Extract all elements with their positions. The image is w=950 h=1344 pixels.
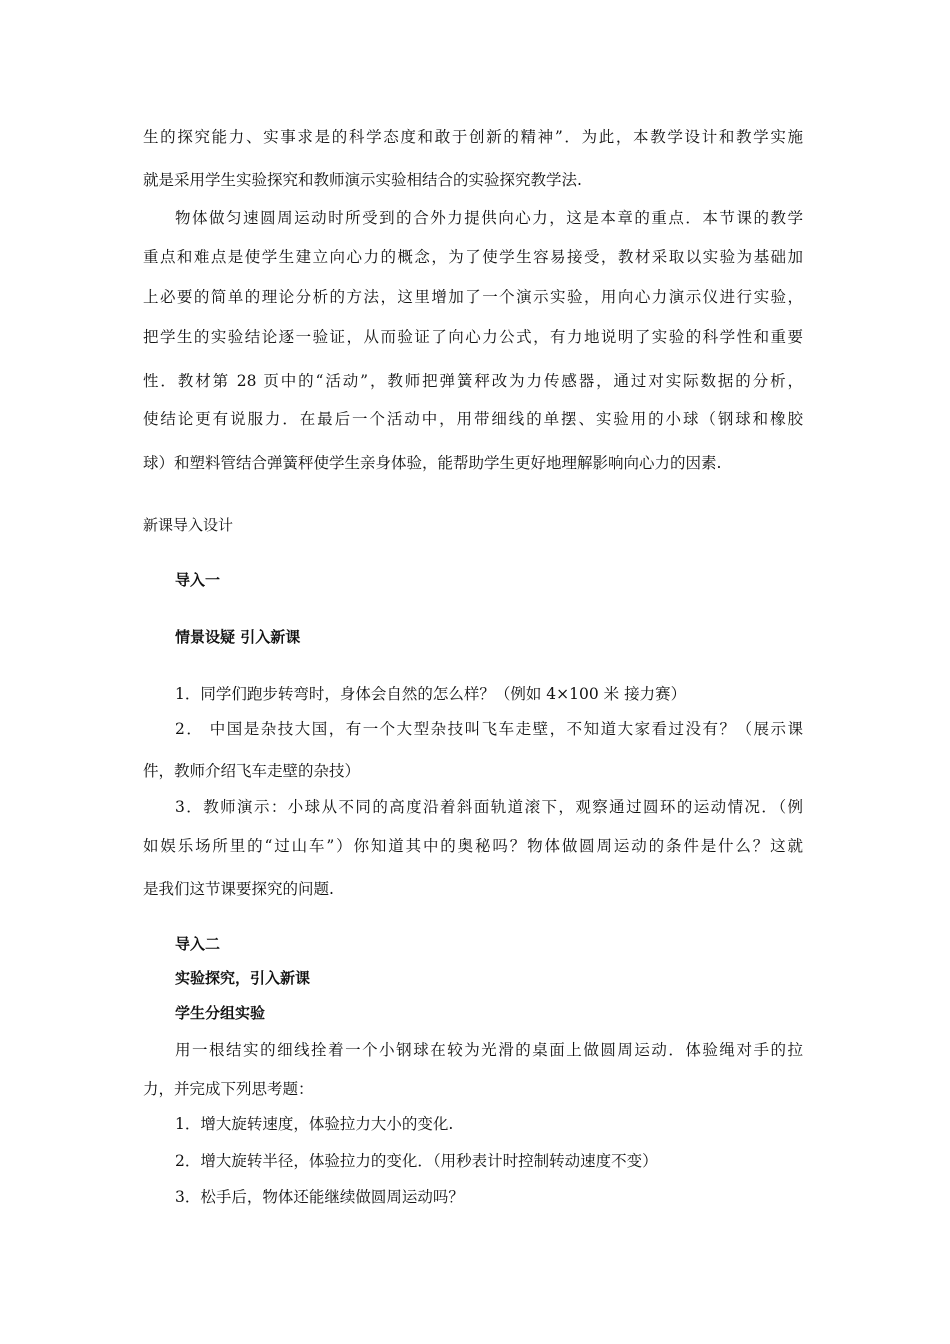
- list-item: 1．同学们跑步转弯时，身体会自然的怎么样？（例如 4×100 米 接力赛）: [175, 685, 687, 703]
- paragraph-line: 使结论更有说服力．在最后一个活动中，用带细线的单摆、实验用的小球（钢球和橡胶: [143, 410, 803, 428]
- paragraph-line: 重点和难点是使学生建立向心力的概念，为了使学生容易接受，教材采取以实验为基础加: [143, 248, 803, 266]
- list-item: 1．增大旋转速度，体验拉力大小的变化.: [175, 1115, 454, 1133]
- list-item: 3．教师演示：小球从不同的高度沿着斜面轨道滚下，观察通过圆环的运动情况．（例: [175, 798, 803, 816]
- list-item-continuation: 如娱乐场所里的“过山车”）你知道其中的奥秘吗？物体做圆周运动的条件是什么？这就: [143, 837, 803, 855]
- group-experiment-title: 学生分组实验: [175, 1004, 266, 1022]
- list-item: 3．松手后，物体还能继续做圆周运动吗？: [175, 1188, 464, 1206]
- paragraph-line: 把学生的实验结论逐一验证，从而验证了向心力公式，有力地说明了实验的科学性和重要: [143, 328, 803, 346]
- list-item: 2．增大旋转半径，体验拉力的变化．（用秒表计时控制转动速度不变）: [175, 1152, 658, 1170]
- paragraph-line: 力，并完成下列思考题：: [143, 1080, 314, 1098]
- section-title: 新课导入设计: [143, 516, 234, 534]
- list-item-continuation: 是我们这节课要探究的问题.: [143, 880, 334, 898]
- intro1-subheading: 情景设疑 引入新课: [175, 628, 301, 646]
- list-item-continuation: 件，教师介绍飞车走壁的杂技）: [143, 762, 361, 780]
- paragraph-line: 生的探究能力、实事求是的科学态度和敢于创新的精神”．为此，本教学设计和教学实施: [143, 128, 803, 146]
- paragraph-line: 就是采用学生实验探究和教师演示实验相结合的实验探究教学法.: [143, 171, 582, 189]
- paragraph-line: 上必要的简单的理论分析的方法，这里增加了一个演示实验，用向心力演示仪进行实验，: [143, 288, 803, 306]
- list-item: 2． 中国是杂技大国，有一个大型杂技叫飞车走壁，不知道大家看过没有？（展示课: [175, 720, 803, 738]
- paragraph-line: 球）和塑料管结合弹簧秤使学生亲身体验，能帮助学生更好地理解影响向心力的因素.: [143, 454, 722, 472]
- paragraph-line: 物体做匀速圆周运动时所受到的合外力提供向心力，这是本章的重点．本节课的教学: [175, 209, 803, 227]
- paragraph-line: 用一根结实的细线拴着一个小钢球在较为光滑的桌面上做圆周运动．体验绳对手的拉: [175, 1041, 803, 1059]
- intro1-heading: 导入一: [175, 571, 221, 589]
- intro2-heading: 导入二: [175, 935, 221, 953]
- intro2-subheading: 实验探究，引入新课: [175, 969, 311, 987]
- paragraph-line: 性．教材第 28 页中的“活动”，教师把弹簧秤改为力传感器，通过对实际数据的分析，: [143, 372, 803, 390]
